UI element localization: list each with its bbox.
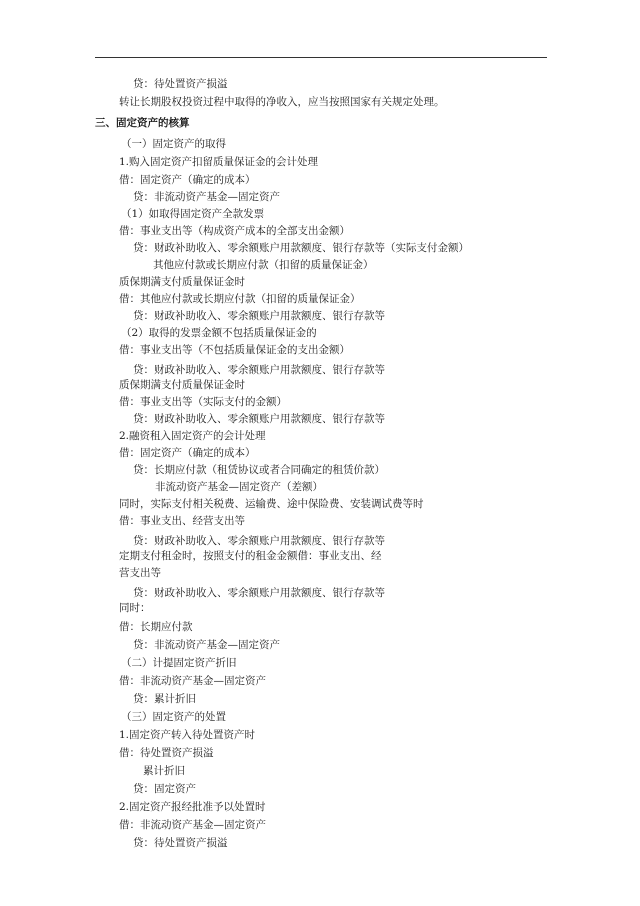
text-line: 1.固定资产转入待处置资产时 (119, 729, 256, 741)
text-line: （二）计提固定资产折旧 (121, 657, 237, 669)
text-line: 借：事业支出等（不包括质量保证金的支出金额） (119, 344, 350, 356)
text-line: 贷：长期应付款（租赁协议或者合同确定的租赁价款） (133, 464, 385, 476)
text-line: 2.固定资产报经批准予以处置时 (119, 801, 266, 813)
text-line: 同时： (119, 602, 151, 614)
text-line: 贷：非流动资产基金—固定资产 (133, 639, 280, 651)
text-line: 借：长期应付款 (119, 621, 193, 633)
text-line: 累计折旧 (143, 765, 185, 777)
text-line: 质保期满支付质量保证金时 (119, 276, 245, 288)
text-line: 借：事业支出、经营支出等 (119, 515, 245, 527)
text-line: 贷：非流动资产基金—固定资产 (133, 191, 280, 203)
text-line: 贷：固定资产 (133, 783, 196, 795)
text-line: 非流动资产基金—固定资产（差额） (155, 481, 323, 493)
text-line: 质保期满支付质量保证金时 (119, 379, 245, 391)
text-line: 贷：财政补助收入、零余额账户用款额度、银行存款等 (133, 587, 385, 599)
text-line: 贷：财政补助收入、零余额账户用款额度、银行存款等 (133, 364, 385, 376)
text-line: 贷：财政补助收入、零余额账户用款额度、银行存款等（实际支付金额） (133, 242, 469, 254)
text-line: 定期支付租金时，按照支付的租金金额借：事业支出、经 (119, 550, 382, 562)
text-line: 借：固定资产（确定的成本） (119, 174, 256, 186)
text-line: 借：待处置资产损溢 (119, 747, 214, 759)
text-line: 借：事业支出等（构成资产成本的全部支出金额） (119, 225, 350, 237)
text-line: 营支出等 (119, 567, 161, 579)
text-line: 借：事业支出等（实际支付的金额） (119, 396, 287, 408)
text-line: 贷：待处置资产损溢 (133, 78, 228, 90)
text-line: 2.融资租入固定资产的会计处理 (119, 430, 266, 442)
text-line: 同时，实际支付相关税费、运输费、途中保险费、安装调试费等时 (119, 498, 424, 510)
text-line: （2）取得的发票金额不包括质量保证金的 (121, 327, 317, 339)
text-line: 借：非流动资产基金—固定资产 (119, 819, 266, 831)
section-heading: 三、固定资产的核算 (95, 117, 190, 129)
text-line: 转让长期股权投资过程中取得的净收入，应当按照国家有关规定处理。 (119, 96, 445, 108)
text-line: 借：非流动资产基金—固定资产 (119, 675, 266, 687)
text-line: 借：其他应付款或长期应付款（扣留的质量保证金） (119, 293, 361, 305)
header-rule (95, 57, 547, 58)
text-line: 贷：财政补助收入、零余额账户用款额度、银行存款等 (133, 310, 385, 322)
text-line: 其他应付款或长期应付款（扣留的质量保证金） (153, 259, 374, 271)
text-line: 1.购入固定资产扣留质量保证金的会计处理 (119, 156, 319, 168)
text-line: 贷：财政补助收入、零余额账户用款额度、银行存款等 (133, 413, 385, 425)
text-line: 贷：待处置资产损溢 (133, 837, 228, 849)
text-line: （三）固定资产的处置 (121, 711, 226, 723)
text-line: 贷：财政补助收入、零余额账户用款额度、银行存款等 (133, 535, 385, 547)
text-line: （一）固定资产的取得 (121, 138, 226, 150)
text-line: 贷：累计折旧 (133, 693, 196, 705)
text-line: 借：固定资产（确定的成本） (119, 447, 256, 459)
text-line: （1）如取得固定资产全款发票 (121, 208, 265, 220)
